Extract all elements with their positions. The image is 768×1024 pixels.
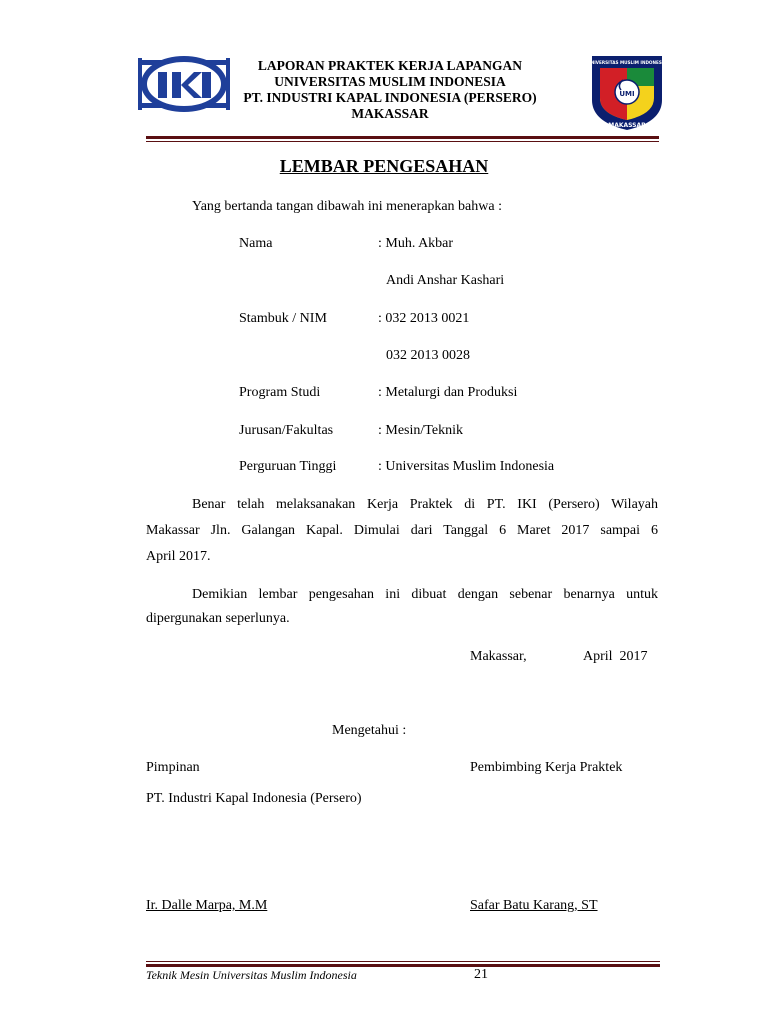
nim-value-2: 032 2013 0028	[386, 348, 470, 363]
nim-value-1: : 032 2013 0021	[378, 311, 470, 326]
intro-text: Yang bertanda tangan dibawah ini menerapkan bahwa :	[192, 199, 502, 214]
header-line-1: LAPORAN PRAKTEK KERJA LAPANGAN	[257, 58, 523, 73]
header-rule-thick	[146, 136, 659, 139]
footer-rule-thin	[146, 961, 660, 962]
nim-label: Stambuk / NIM	[239, 311, 327, 326]
paragraph-1-line-1: Benar telah melaksanakan Kerja Praktek di PT. IKI (Persero) Wilayah	[192, 497, 658, 512]
page-title: LEMBAR PENGESAHAN	[279, 156, 489, 176]
left-signer-org: PT. Industri Kapal Indonesia (Persero)	[146, 791, 362, 806]
place-text: Makassar,	[470, 649, 527, 664]
nama-value-1: : Muh. Akbar	[378, 236, 454, 251]
header-rule-thin	[146, 141, 659, 142]
header-line-3: PT. INDUSTRI KAPAL INDONESIA (PERSERO)	[243, 90, 537, 105]
report-header	[220, 58, 560, 122]
right-signer-role: Pembimbing Kerja Praktek	[470, 760, 623, 775]
header-line-4: MAKASSAR	[351, 106, 429, 121]
mengetahui-text: Mengetahui :	[332, 723, 407, 738]
paragraph-2-line-2: dipergunakan seperlunya.	[146, 611, 290, 626]
paragraph-2-line-1: Demikian lembar pengesahan ini dibuat dengan sebenar benarnya untuk	[192, 587, 658, 602]
jurusan-label: Jurusan/Fakultas	[239, 423, 334, 438]
perguruan-tinggi-value: : Universitas Muslim Indonesia	[378, 459, 555, 474]
nama-label: Nama	[239, 236, 273, 251]
left-signer-role: Pimpinan	[146, 760, 200, 775]
nama-value-2: Andi Anshar Kashari	[386, 273, 505, 288]
date-text: April 2017	[583, 649, 648, 664]
prodi-value: : Metalurgi dan Produksi	[378, 385, 518, 400]
umi-logo-initials: UMI	[619, 90, 635, 98]
page-number: 21	[474, 967, 488, 982]
header-line-2: UNIVERSITAS MUSLIM INDONESIA	[274, 74, 506, 89]
prodi-label: Program Studi	[239, 385, 321, 400]
umi-logo	[588, 52, 666, 132]
paragraph-1-line-2: Makassar Jln. Galangan Kapal. Dimulai dari Tanggal 6 Maret 2017 sampai 6	[146, 523, 658, 538]
left-signer-name: Ir. Dalle Marpa, M.M	[146, 898, 268, 913]
umi-logo-bottom-text: MAKASSAR	[608, 122, 646, 129]
umi-logo-top-text: UNIVERSITAS MUSLIM INDONESIA	[588, 60, 666, 65]
footer-rule-thick	[146, 964, 660, 967]
jurusan-value: : Mesin/Teknik	[378, 423, 463, 438]
footer-text: Teknik Mesin Universitas Muslim Indonesia	[146, 968, 357, 982]
iki-logo	[136, 52, 232, 116]
paragraph-1-line-3: April 2017.	[146, 549, 211, 564]
perguruan-tinggi-label: Perguruan Tinggi	[239, 459, 337, 474]
right-signer-name: Safar Batu Karang, ST	[470, 898, 598, 913]
